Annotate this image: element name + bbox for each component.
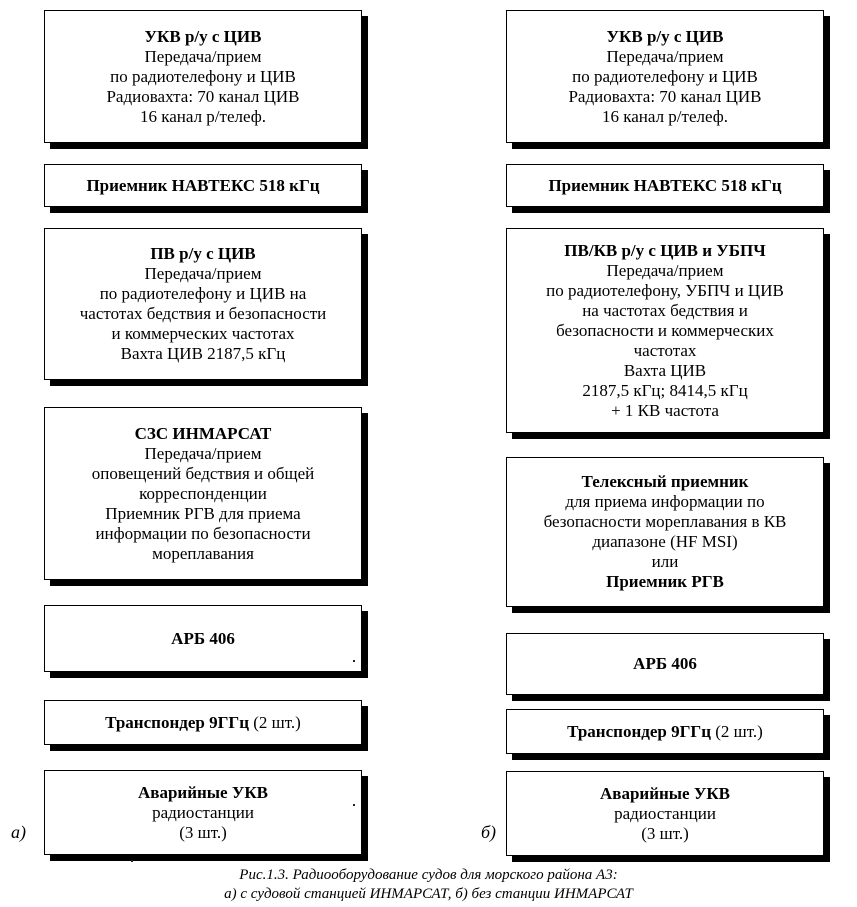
box-title-secondary: Приемник РГВ: [606, 572, 724, 591]
box-line: (3 шт.): [179, 822, 227, 842]
box-title: УКВ р/у с ЦИВ: [144, 26, 262, 46]
box-title: ПВ р/у с ЦИВ: [150, 244, 256, 263]
box-line: по радиотелефону и ЦИВ: [110, 66, 296, 86]
box-line: + 1 КВ частота: [611, 400, 719, 420]
box-title: Приемник НАВТЕКС 518 кГц: [548, 175, 782, 195]
box-title-suffix: (2 шт.): [249, 712, 301, 732]
column-a-label: а): [11, 822, 26, 842]
scan-speck: [353, 804, 355, 806]
b-transponder-box: [506, 709, 824, 754]
a-transponder-box: [44, 700, 362, 745]
box-line: Передача/прием: [144, 264, 262, 283]
box-line: 2187,5 кГц; 8414,5 кГц: [582, 380, 748, 400]
figure-caption: [0, 866, 857, 904]
box-title: УКВ р/у с ЦИВ: [606, 26, 724, 46]
box-line: безопасности мореплавания в КВ: [543, 512, 787, 531]
box-title: АРБ 406: [633, 654, 697, 673]
box-line: для приема информации по: [565, 492, 765, 511]
box-title: Транспондер 9ГГц: [105, 712, 250, 732]
a-epirb-box: [44, 605, 362, 672]
box-line: по радиотелефону и ЦИВ: [572, 66, 758, 86]
box-line: Вахта ЦИВ: [623, 360, 707, 380]
b-navtex-box: [506, 164, 824, 207]
box-line: радиостанции: [614, 803, 716, 823]
box-line: корреспонденции: [139, 483, 267, 503]
a-navtex-box: [44, 164, 362, 207]
box-line: частотах бедствия и безопасности: [79, 304, 327, 323]
box-line: Передача/прием: [144, 46, 262, 66]
scan-speck: [131, 860, 133, 862]
b-telex-receiver-box: [506, 457, 824, 607]
box-title: Транспондер 9ГГц: [567, 721, 712, 741]
box-line: и коммерческих частотах: [111, 324, 295, 343]
box-line: Передача/прием: [606, 46, 724, 66]
box-line: информации по безопасности: [95, 523, 311, 543]
box-line: Передача/прием: [144, 443, 262, 463]
caption-line: а) с судовой станцией ИНМАРСАТ, б) без станции ИНМАРСАТ: [224, 886, 633, 902]
box-title: Приемник НАВТЕКС 518 кГц: [86, 175, 320, 195]
box-title: Аварийные УКВ: [137, 782, 268, 802]
box-line: оповещений бедствия и общей: [91, 463, 315, 483]
box-line: Приемник РГВ для приема: [105, 503, 301, 523]
box-line: на частотах бедствия и: [582, 300, 748, 320]
box-line: радиостанции: [152, 802, 254, 822]
a-emergency-vhf-box: [44, 770, 362, 855]
box-line: или: [651, 552, 679, 571]
box-title: ПВ/КВ р/у с ЦИВ и УБПЧ: [564, 240, 766, 260]
b-mf-hf-dsc-box: [506, 228, 824, 433]
box-line: Радиовахта: 70 канал ЦИВ: [106, 86, 300, 106]
caption-line: Рис.1.3. Радиооборудование судов для морского района А3:: [239, 867, 618, 883]
box-line: мореплавания: [152, 543, 254, 563]
b-emergency-vhf-box: [506, 771, 824, 856]
box-line: диапазоне (HF MSI): [592, 532, 738, 551]
b-epirb-box: [506, 633, 824, 695]
box-line: 16 канал р/телеф.: [139, 106, 267, 126]
a-mf-dsc-box: [44, 228, 362, 380]
column-b-label: б): [481, 822, 497, 842]
box-line: Вахта ЦИВ 2187,5 кГц: [120, 344, 286, 363]
box-line: Радиовахта: 70 канал ЦИВ: [568, 86, 762, 106]
a-vhf-dsc-box: [44, 10, 362, 143]
box-title: Телексный приемник: [581, 472, 749, 491]
box-line: частотах: [633, 340, 697, 360]
box-line: безопасности и коммерческих: [556, 320, 774, 340]
box-line: по радиотелефону и ЦИВ на: [99, 284, 307, 303]
a-inmarsat-box: [44, 407, 362, 580]
scan-speck: [353, 660, 355, 662]
box-title: АРБ 406: [171, 628, 235, 648]
box-line: 16 канал р/телеф.: [601, 106, 729, 126]
box-line: (3 шт.): [641, 823, 689, 843]
box-title: СЗС ИНМАРСАТ: [134, 423, 272, 443]
box-title: Аварийные УКВ: [599, 783, 730, 803]
box-line: по радиотелефону, УБПЧ и ЦИВ: [546, 280, 784, 300]
box-title-suffix: (2 шт.): [711, 721, 763, 741]
b-vhf-dsc-box: [506, 10, 824, 143]
box-line: Передача/прием: [606, 260, 724, 280]
